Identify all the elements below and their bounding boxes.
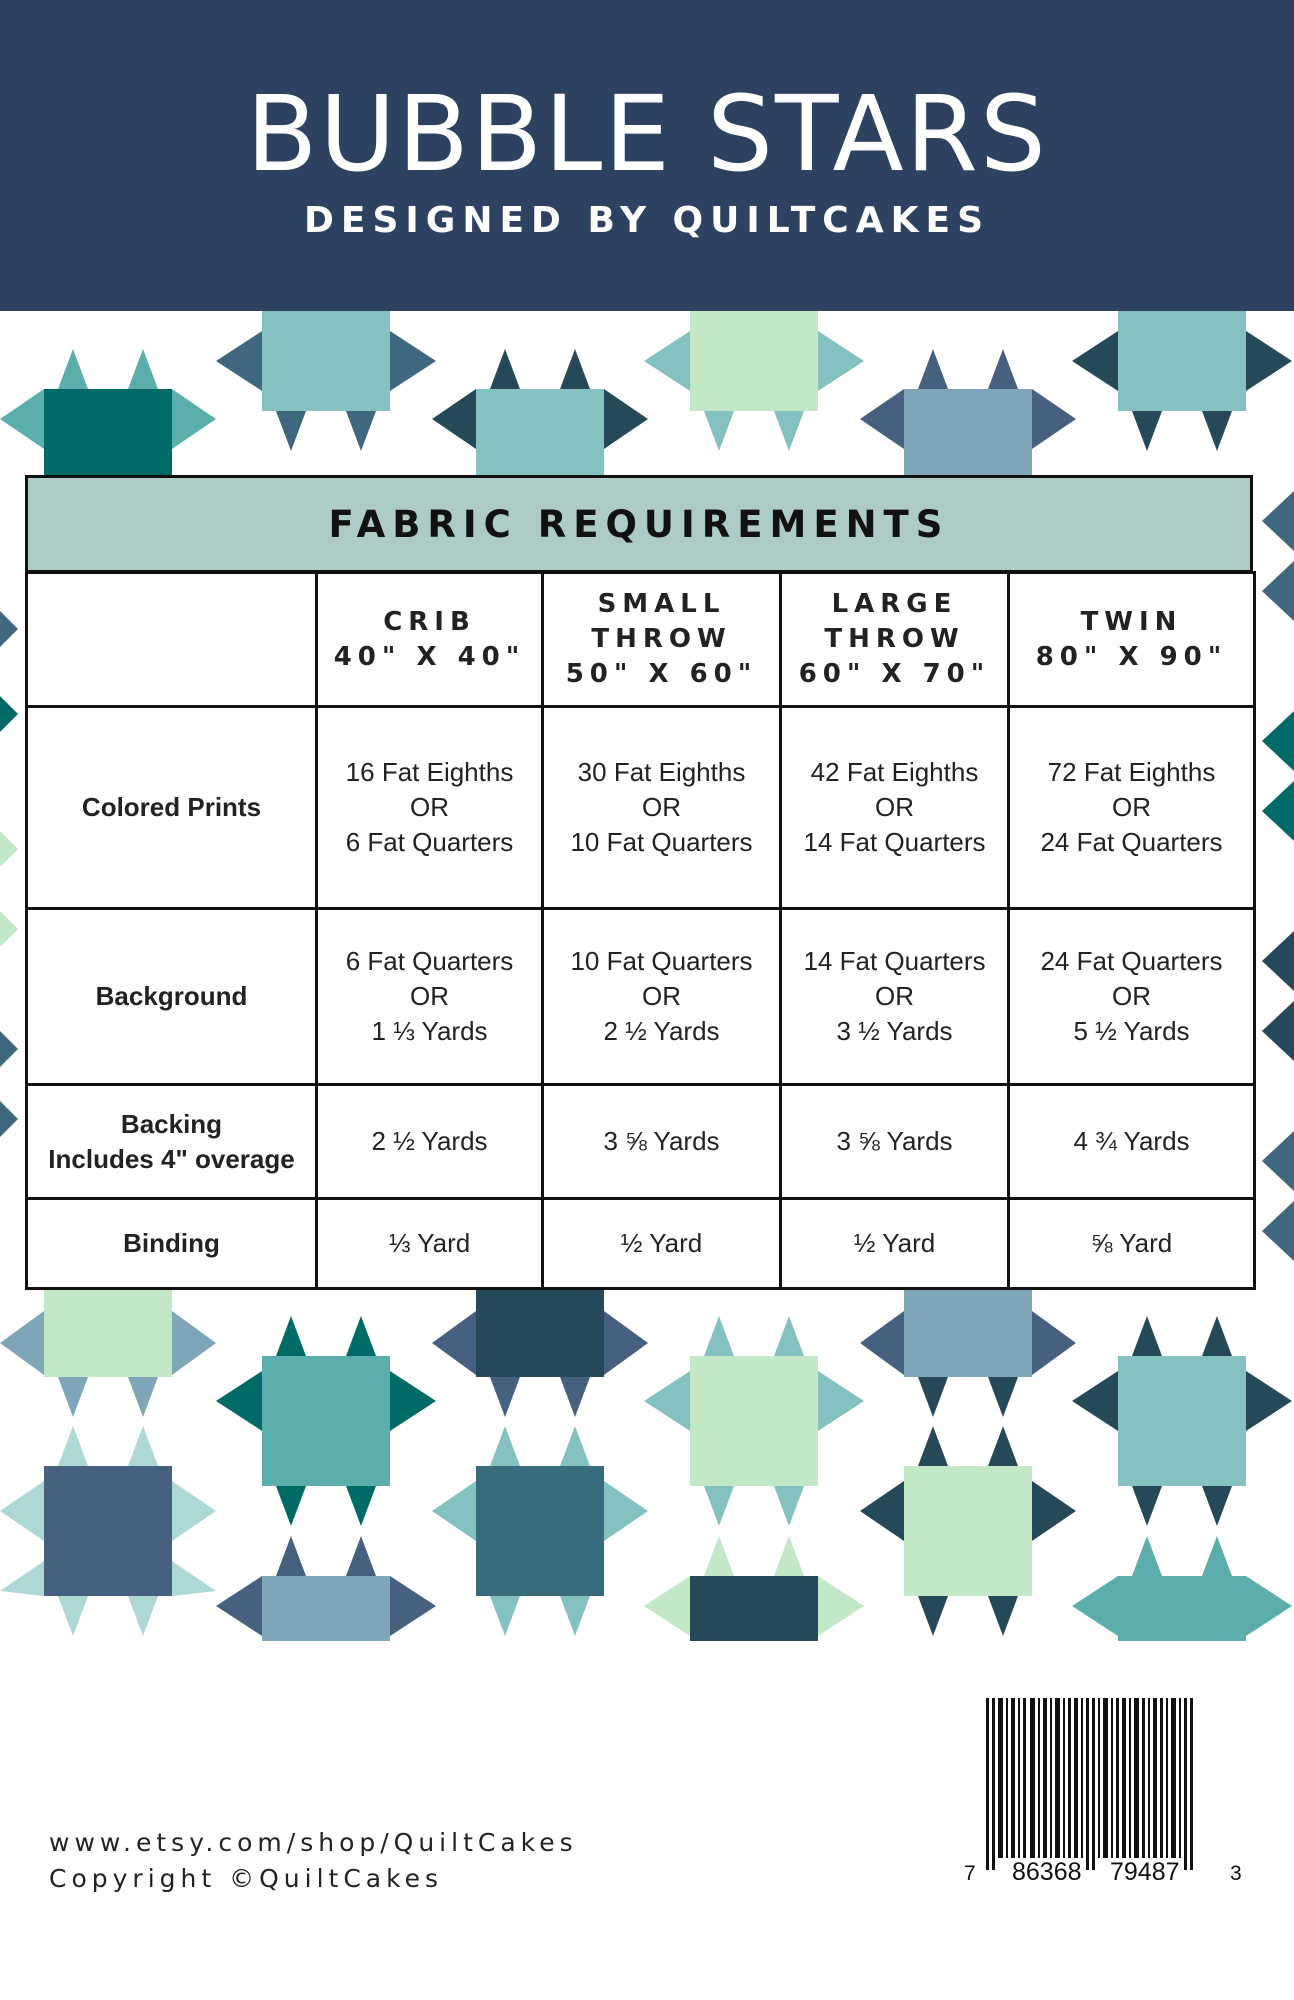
page-title: BUBBLE STARS xyxy=(246,73,1048,195)
table-row-backing xyxy=(27,1085,1255,1199)
quilt-bottom-rows xyxy=(0,1287,1292,1641)
fabric-requirements-panel xyxy=(25,475,1253,1287)
column-header-crib: CRIB 40" X 40" xyxy=(317,573,543,707)
row-label-backing: Backing Includes 4" overage xyxy=(27,1085,317,1199)
table-cell: 4 ¾ Yards xyxy=(1009,1085,1255,1199)
table-cell: 24 Fat Quarters OR 5 ½ Yards xyxy=(1009,909,1255,1085)
table-cell: 14 Fat Quarters OR 3 ½ Yards xyxy=(781,909,1009,1085)
column-header-large-throw: LARGE THROW 60" X 70" xyxy=(781,573,1009,707)
barcode-group-1: 86368 xyxy=(1012,1858,1082,1886)
table-cell: 10 Fat Quarters OR 2 ½ Yards xyxy=(543,909,781,1085)
row-label-colored-prints: Colored Prints xyxy=(27,707,317,909)
table-cell: 16 Fat Eighths OR 6 Fat Quarters xyxy=(317,707,543,909)
table-cell: ⅓ Yard xyxy=(317,1199,543,1289)
table-row-background xyxy=(27,909,1255,1085)
table-cell: 3 ⅝ Yards xyxy=(543,1085,781,1199)
table-cell: ½ Yard xyxy=(781,1199,1009,1289)
barcode-group-2: 79487 xyxy=(1110,1858,1180,1886)
column-header-twin: TWIN 80" X 90" xyxy=(1009,573,1255,707)
table-cell: 30 Fat Eighths OR 10 Fat Quarters xyxy=(543,707,781,909)
table-row-colored-prints xyxy=(27,707,1255,909)
fabric-requirements-title: FABRIC REQUIREMENTS xyxy=(25,475,1253,573)
table-cell: 3 ⅝ Yards xyxy=(781,1085,1009,1199)
table-cell: ½ Yard xyxy=(543,1199,781,1289)
table-cell: 2 ½ Yards xyxy=(317,1085,543,1199)
shop-url: www.etsy.com/shop/QuiltCakes xyxy=(49,1828,578,1857)
table-row-binding xyxy=(27,1199,1255,1289)
row-label-background: Background xyxy=(27,909,317,1085)
page-subtitle: DESIGNED BY QUILTCAKES xyxy=(303,200,991,241)
barcode-digit-left: 7 xyxy=(964,1862,976,1885)
row-label-binding: Binding xyxy=(27,1199,317,1289)
barcode xyxy=(960,1690,1250,1890)
barcode-digit-right: 3 xyxy=(1230,1862,1242,1885)
quilt-top-rows xyxy=(0,311,1292,479)
table-cell: ⅝ Yard xyxy=(1009,1199,1255,1289)
table-cell: 42 Fat Eighths OR 14 Fat Quarters xyxy=(781,707,1009,909)
fabric-requirements-table xyxy=(25,571,1256,1290)
header-banner xyxy=(0,0,1294,311)
copyright-text: Copyright ©QuiltCakes xyxy=(49,1864,444,1893)
column-header-small-throw: SMALL THROW 50" X 60" xyxy=(543,573,781,707)
table-header-row xyxy=(27,573,1255,707)
barcode-bars xyxy=(960,1690,1250,1890)
table-cell: 6 Fat Quarters OR 1 ⅓ Yards xyxy=(317,909,543,1085)
table-corner-cell xyxy=(27,573,317,707)
table-cell: 72 Fat Eighths OR 24 Fat Quarters xyxy=(1009,707,1255,909)
